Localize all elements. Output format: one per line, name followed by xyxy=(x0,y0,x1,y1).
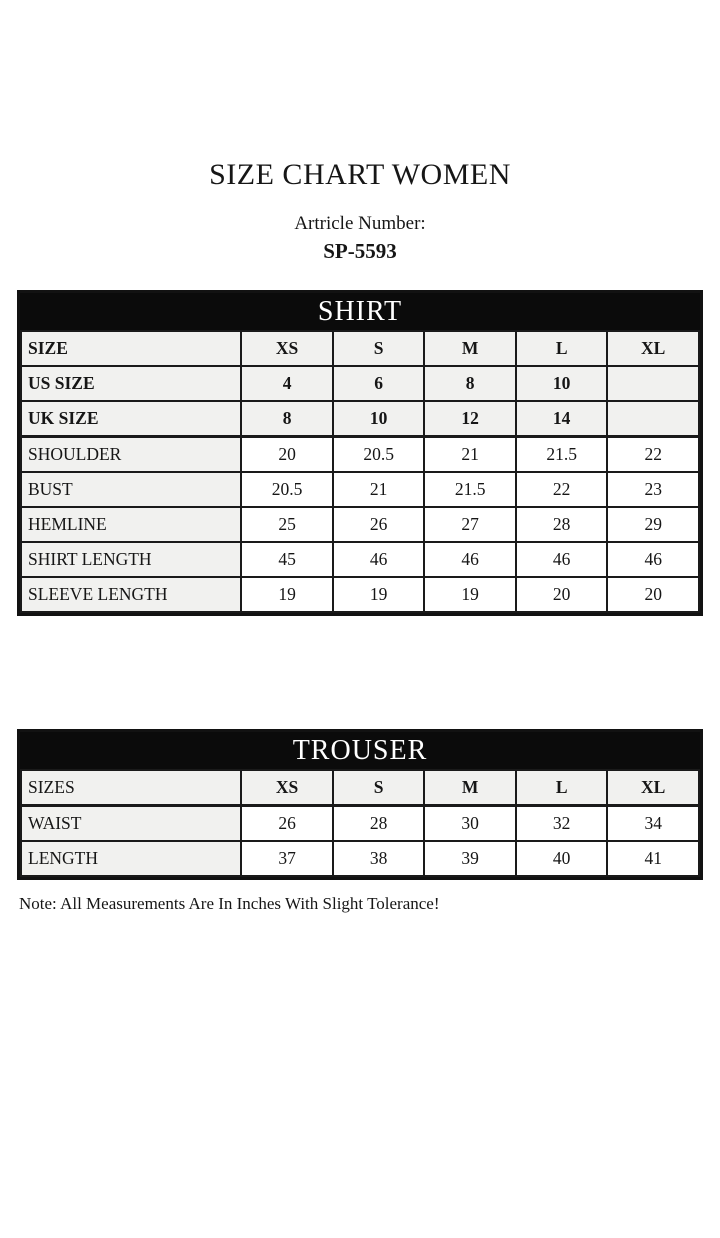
table-row xyxy=(21,542,699,577)
table-row xyxy=(21,841,699,876)
value-cell: 21 xyxy=(424,437,516,473)
value-cell: 8 xyxy=(424,366,516,401)
value-cell: 46 xyxy=(333,542,425,577)
value-cell: 10 xyxy=(516,366,608,401)
row-label: LENGTH xyxy=(21,841,241,876)
shirt-table-title: SHIRT xyxy=(20,293,700,330)
value-cell: 12 xyxy=(424,401,516,437)
row-label: SLEEVE LENGTH xyxy=(21,577,241,612)
table-row xyxy=(21,437,699,473)
measurement-note: Note: All Measurements Are In Inches With Slight Tolerance! xyxy=(19,894,440,914)
value-cell: 10 xyxy=(333,401,425,437)
table-row xyxy=(21,331,699,366)
value-cell: 22 xyxy=(607,437,699,473)
shirt-size-table xyxy=(17,290,703,616)
value-cell: 38 xyxy=(333,841,425,876)
value-cell: 6 xyxy=(333,366,425,401)
value-cell: 40 xyxy=(516,841,608,876)
row-label: SIZES xyxy=(21,770,241,806)
value-cell: L xyxy=(516,331,608,366)
row-label: UK SIZE xyxy=(21,401,241,437)
value-cell: 39 xyxy=(424,841,516,876)
value-cell: 37 xyxy=(241,841,333,876)
value-cell: 4 xyxy=(241,366,333,401)
value-cell: M xyxy=(424,331,516,366)
value-cell: 46 xyxy=(607,542,699,577)
value-cell: 28 xyxy=(516,507,608,542)
value-cell: 21.5 xyxy=(516,437,608,473)
value-cell: 22 xyxy=(516,472,608,507)
value-cell: 20 xyxy=(241,437,333,473)
value-cell xyxy=(607,401,699,437)
value-cell: 34 xyxy=(607,806,699,842)
value-cell: 19 xyxy=(241,577,333,612)
trouser-table-title: TROUSER xyxy=(20,732,700,769)
value-cell: 46 xyxy=(424,542,516,577)
row-label: BUST xyxy=(21,472,241,507)
row-label: HEMLINE xyxy=(21,507,241,542)
shirt-table-grid xyxy=(20,330,700,613)
value-cell: 28 xyxy=(333,806,425,842)
table-row xyxy=(21,472,699,507)
table-row xyxy=(21,770,699,806)
value-cell: 14 xyxy=(516,401,608,437)
value-cell: L xyxy=(516,770,608,806)
row-label: WAIST xyxy=(21,806,241,842)
value-cell: M xyxy=(424,770,516,806)
table-row xyxy=(21,366,699,401)
article-number-value: SP-5593 xyxy=(323,239,397,264)
trouser-table-grid xyxy=(20,769,700,877)
value-cell: 8 xyxy=(241,401,333,437)
page-title: SIZE CHART WOMEN xyxy=(209,158,511,191)
value-cell: 20 xyxy=(516,577,608,612)
value-cell: 19 xyxy=(333,577,425,612)
value-cell: 30 xyxy=(424,806,516,842)
row-label: US SIZE xyxy=(21,366,241,401)
value-cell: 21.5 xyxy=(424,472,516,507)
table-row xyxy=(21,401,699,437)
row-label: SHOULDER xyxy=(21,437,241,473)
value-cell: 27 xyxy=(424,507,516,542)
value-cell: 32 xyxy=(516,806,608,842)
article-number-label: Artricle Number: xyxy=(294,212,426,234)
row-label: SHIRT LENGTH xyxy=(21,542,241,577)
value-cell: 41 xyxy=(607,841,699,876)
table-row xyxy=(21,806,699,842)
value-cell: 26 xyxy=(241,806,333,842)
value-cell: 25 xyxy=(241,507,333,542)
value-cell: S xyxy=(333,331,425,366)
value-cell: 20.5 xyxy=(333,437,425,473)
value-cell: 46 xyxy=(516,542,608,577)
row-label: SIZE xyxy=(21,331,241,366)
value-cell: 20.5 xyxy=(241,472,333,507)
value-cell: 26 xyxy=(333,507,425,542)
value-cell: 29 xyxy=(607,507,699,542)
table-row xyxy=(21,507,699,542)
value-cell: XS xyxy=(241,331,333,366)
value-cell: S xyxy=(333,770,425,806)
value-cell: XL xyxy=(607,331,699,366)
value-cell: 45 xyxy=(241,542,333,577)
trouser-size-table xyxy=(17,729,703,880)
value-cell: XL xyxy=(607,770,699,806)
value-cell: XS xyxy=(241,770,333,806)
value-cell: 21 xyxy=(333,472,425,507)
value-cell: 23 xyxy=(607,472,699,507)
value-cell: 20 xyxy=(607,577,699,612)
table-row xyxy=(21,577,699,612)
value-cell: 19 xyxy=(424,577,516,612)
value-cell xyxy=(607,366,699,401)
